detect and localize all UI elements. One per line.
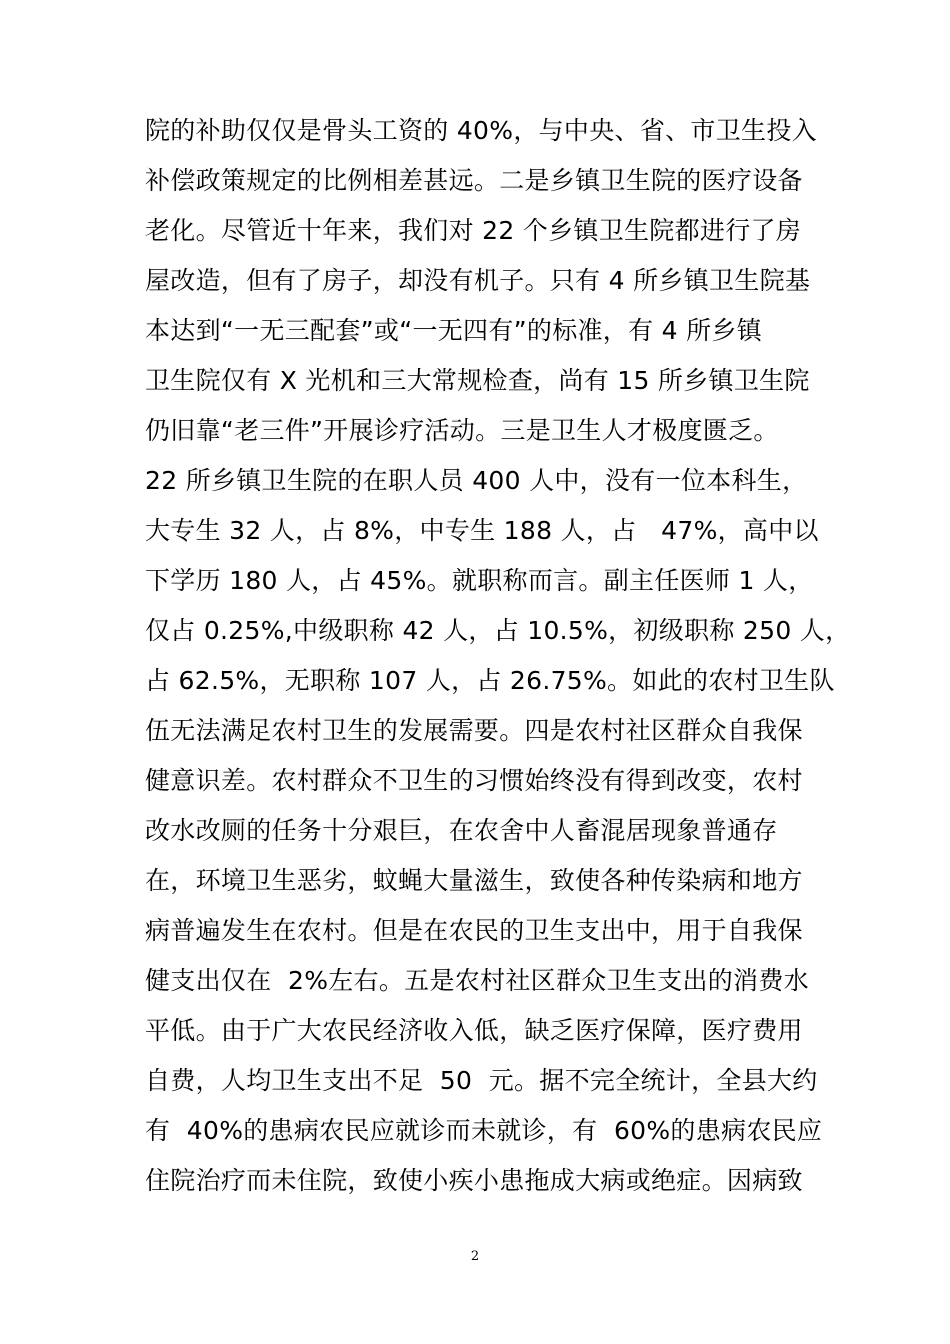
text-line: 屋改造，但有了房子，却没有机子。只有 4 所乡镇卫生院基 [145, 266, 811, 295]
text-line: 补偿政策规定的比例相差甚远。二是乡镇卫生院的医疗设备 [145, 166, 803, 195]
text-line: 大专生 32 人，占 8%，中专生 188 人，占 47%，高中以 [145, 516, 819, 545]
text-line: 下学历 180 人，占 45%。就职称而言。副主任医师 1 人， [145, 566, 814, 595]
text-line: 卫生院仅有 X 光机和三大常规检查，尚有 15 所乡镇卫生院 [145, 366, 810, 395]
text-line: 老化。尽管近十年来，我们对 22 个乡镇卫生院都进行了房 [145, 216, 802, 245]
text-line: 仅占 0.25%,中级职称 42 人，占 10.5%，初级职称 250 人， [145, 616, 851, 645]
text-line: 健支出仅在 2%左右。五是农村社区群众卫生支出的消费水 [145, 966, 809, 995]
text-line: 本达到“一无三配套”或“一无四有”的标准，有 4 所乡镇 [145, 316, 763, 345]
text-line: 院的补助仅仅是骨头工资的 40%，与中央、省、市卫生投入 [145, 116, 817, 145]
page-number: 2 [470, 1249, 480, 1264]
text-line: 住院治疗而未住院，致使小疾小患拖成大病或绝症。因病致 [145, 1166, 803, 1195]
text-line: 伍无法满足农村卫生的发展需要。四是农村社区群众自我保 [145, 716, 803, 745]
text-line: 改水改厕的任务十分艰巨，在农舍中人畜混居现象普通存 [145, 816, 778, 845]
text-line: 自费，人均卫生支出不足 50 元。据不完全统计，全县大约 [145, 1066, 818, 1095]
text-line: 22 所乡镇卫生院的在职人员 400 人中，没有一位本科生， [145, 466, 808, 495]
text-line: 在，环境卫生恶劣，蚊蝇大量滋生，致使各种传染病和地方 [145, 866, 803, 895]
text-line: 平低。由于广大农民经济收入低，缺乏医疗保障，医疗费用 [145, 1016, 803, 1045]
text-line: 病普遍发生在农村。但是在农民的卫生支出中，用于自我保 [145, 916, 803, 945]
body-text [145, 106, 851, 1206]
text-line: 有 40%的患病农民应就诊而未就诊，有 60%的患病农民应 [145, 1116, 823, 1145]
text-line: 仍旧靠“老三件”开展诊疗活动。三是卫生人才极度匮乏。 [145, 416, 779, 445]
text-line: 健意识差。农村群众不卫生的习惯始终没有得到改变，农村 [145, 766, 803, 795]
text-line: 占 62.5%，无职称 107 人，占 26.75%。如此的农村卫生队 [145, 666, 835, 695]
